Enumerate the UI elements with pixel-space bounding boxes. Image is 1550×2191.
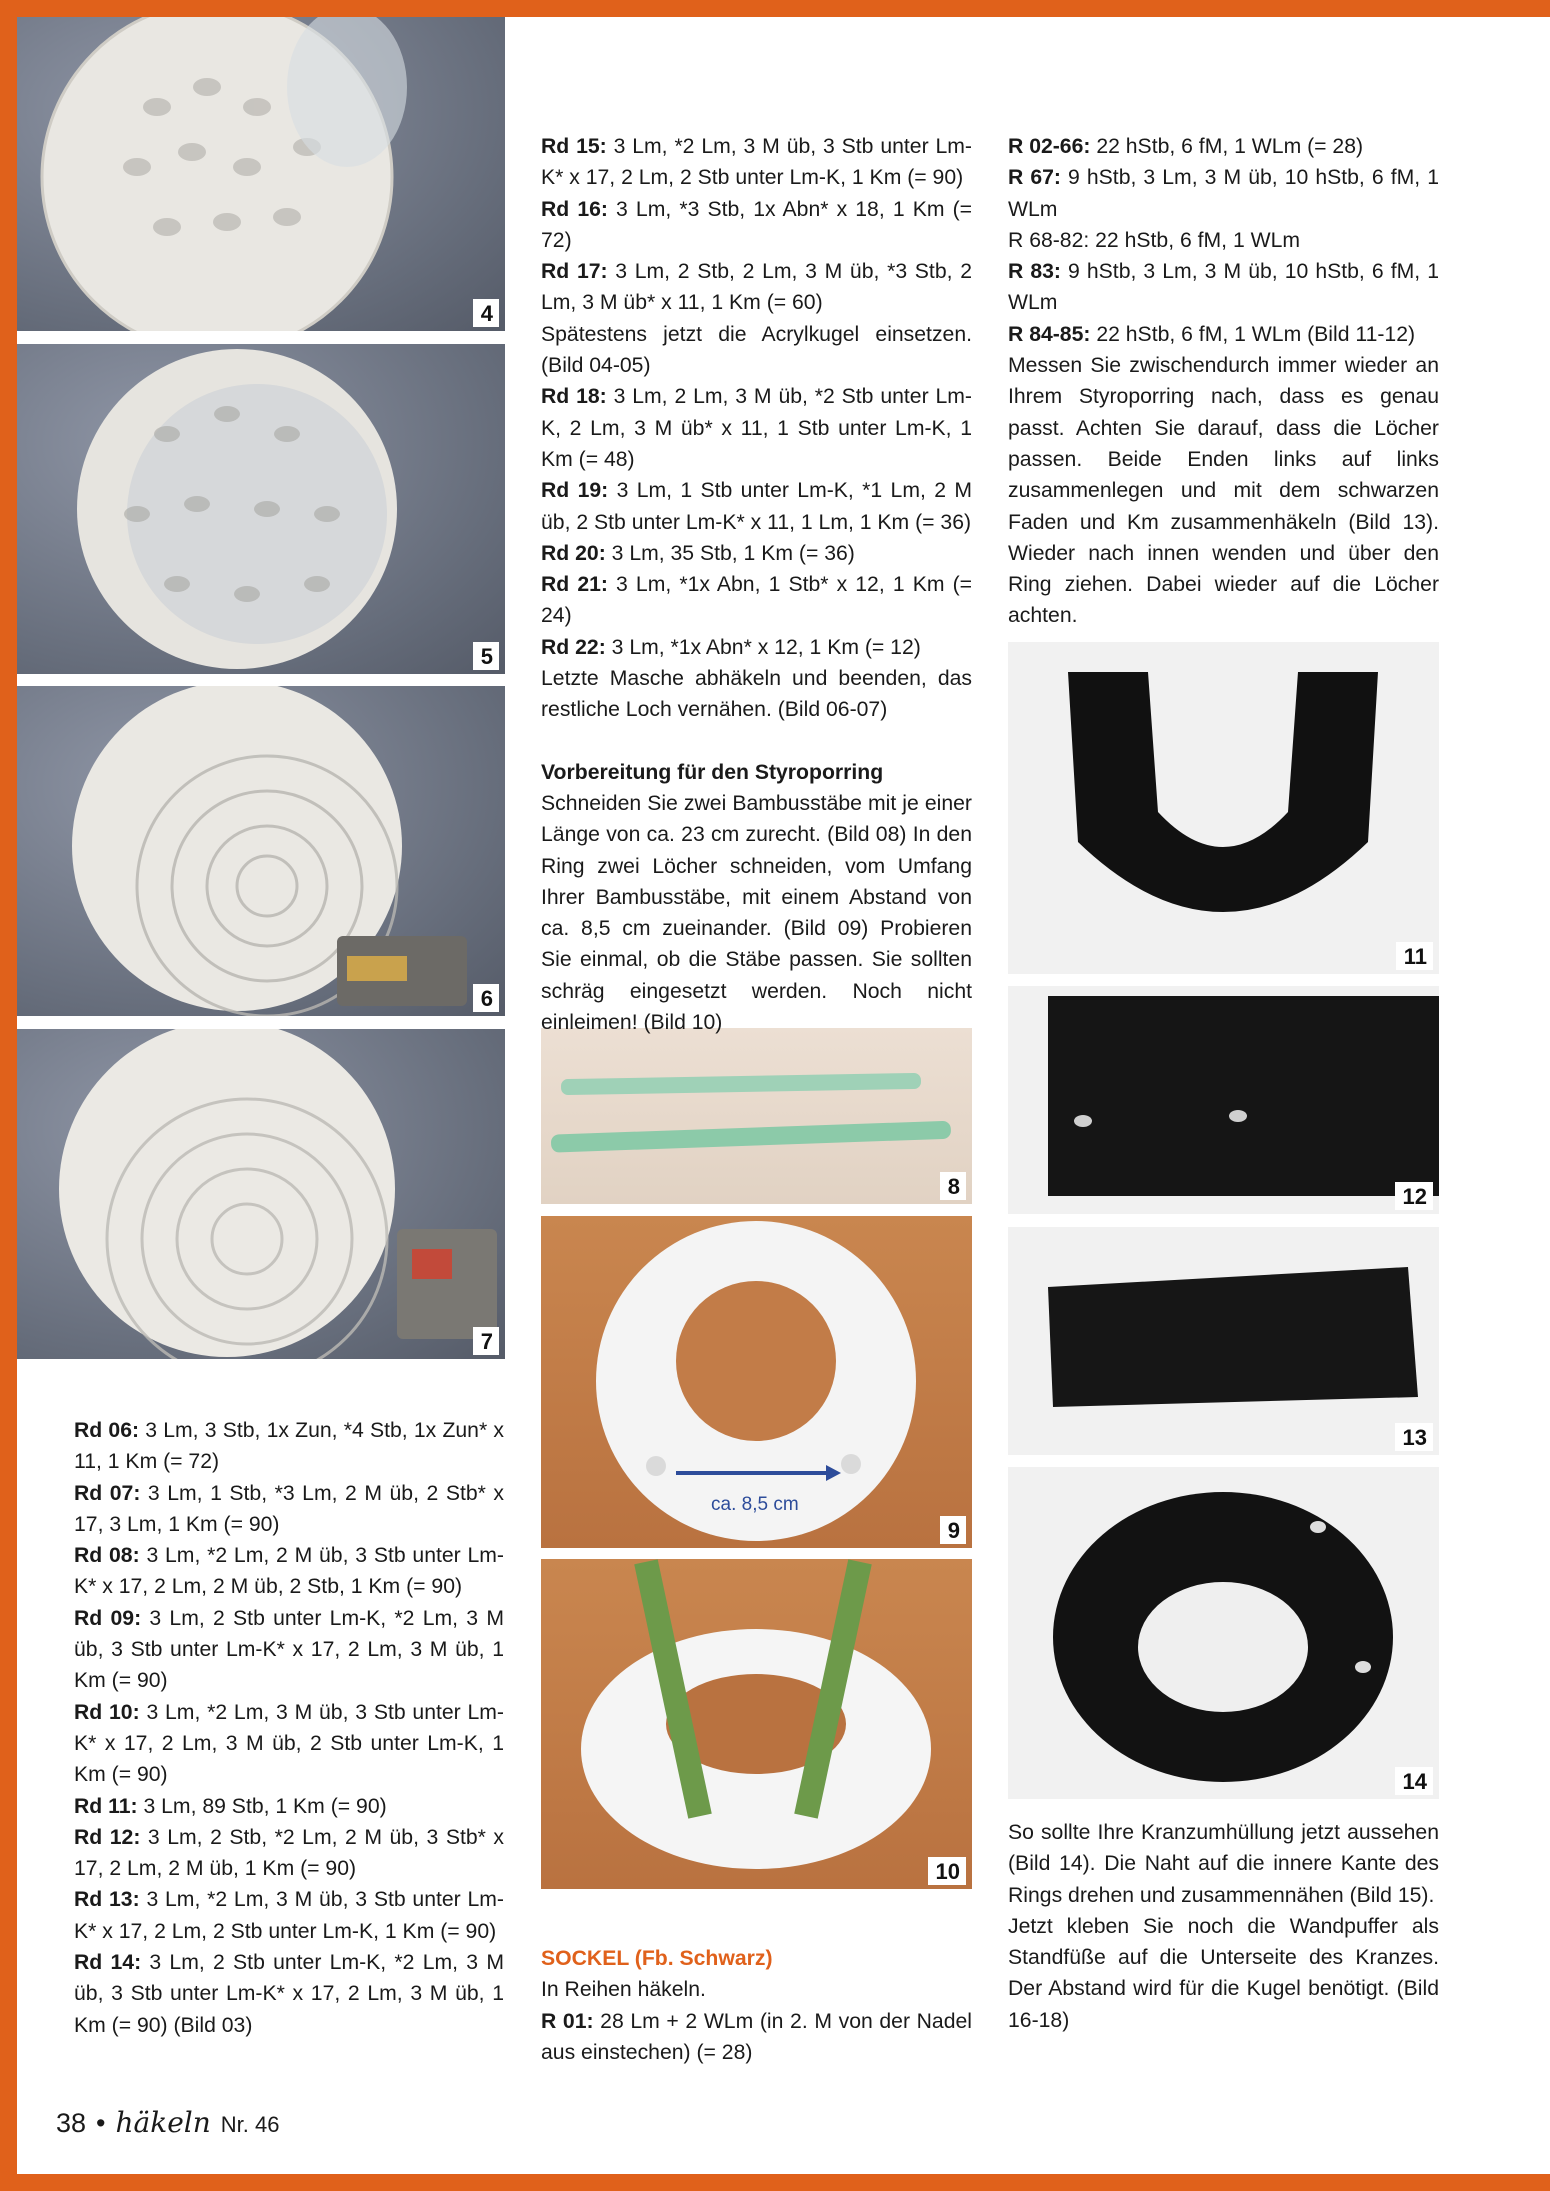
note: Letzte Masche abhäkeln und beenden, das restliche Loch vernähen. (Bild 06-07) bbox=[541, 667, 972, 722]
photo-9 bbox=[541, 1216, 972, 1548]
page-number: 38 bbox=[56, 2108, 87, 2138]
instruction-row: Rd 11: 3 Lm, 89 Stb, 1 Km (= 90) bbox=[74, 1794, 387, 1818]
column-2-text-top bbox=[541, 131, 972, 1038]
instruction-row: R 83: 9 hStb, 3 Lm, 3 M üb, 10 hStb, 6 fM, 1 WLm bbox=[1008, 260, 1439, 315]
note: Spätestens jetzt die Acrylkugel einsetzen. (Bild 04-05) bbox=[541, 322, 972, 378]
instruction-row: Rd 07: 3 Lm, 1 Stb, *3 Lm, 2 M üb, 2 Stb* x 17, 3 Lm, 1 Km (= 90) bbox=[74, 1481, 504, 1536]
photo-7 bbox=[17, 1029, 505, 1359]
instruction-row: R 02-66: 22 hStb, 6 fM, 1 WLm (= 28) bbox=[1008, 135, 1364, 158]
crochet-ball-image bbox=[17, 686, 505, 1016]
photo-4 bbox=[17, 17, 505, 331]
instruction-row: R 68-82: 22 hStb, 6 fM, 1 WLm bbox=[1008, 228, 1301, 252]
instruction-row: Rd 16: 3 Lm, *3 Stb, 1x Abn* x 18, 1 Km (= 72) bbox=[541, 197, 972, 252]
section-heading: Vorbereitung für den Styroporring bbox=[541, 760, 884, 784]
instruction-row: Rd 14: 3 Lm, 2 Stb unter Lm-K, *2 Lm, 3 M üb, 3 Stb unter Lm-K* x 17, 2 Lm, 3 M üb, 1 Km (= 90) (Bild 03) bbox=[74, 1951, 504, 2037]
bamboo-sticks-image bbox=[541, 1028, 972, 1204]
issue-number: Nr. 46 bbox=[220, 2112, 280, 2137]
black-crochet-piece-image bbox=[1008, 642, 1439, 974]
instruction-row: Rd 13: 3 Lm, *2 Lm, 3 M üb, 3 Stb unter Lm-K* x 17, 2 Lm, 2 Stb unter Lm-K, 1 Km (= 90) bbox=[74, 1888, 504, 1943]
photo-11 bbox=[1008, 642, 1439, 974]
photo-10 bbox=[541, 1559, 972, 1889]
photo-number: 4 bbox=[473, 299, 499, 327]
photo-number: 8 bbox=[940, 1172, 966, 1200]
instruction-row: Rd 06: 3 Lm, 3 Stb, 1x Zun, *4 Stb, 1x Zun* x 11, 1 Km (= 72) bbox=[74, 1419, 504, 1474]
column-2-text-bottom bbox=[541, 1943, 972, 2068]
instruction-row: Rd 20: 3 Lm, 35 Stb, 1 Km (= 36) bbox=[541, 541, 855, 565]
photo-number: 10 bbox=[928, 1857, 966, 1885]
photo-number: 14 bbox=[1395, 1767, 1433, 1795]
column-3-text-bottom bbox=[1008, 1817, 1439, 2036]
photo-13 bbox=[1008, 1227, 1439, 1455]
photo-12 bbox=[1008, 986, 1439, 1214]
paragraph: Messen Sie zwischendurch immer wieder an Ihrem Styroporring nach, dass es genau passt. Achten Sie darauf, dass die Löcher passen. Beide Enden links auf links zusammenlegen und mit dem schwarzen Faden und Km zusammenhäkeln (Bild 13). Wieder nach innen wenden und über den Ring ziehen. Dabei wieder auf die Löcher achten. bbox=[1008, 354, 1439, 628]
instruction-row: Rd 17: 3 Lm, 2 Stb, 2 Lm, 3 M üb, *3 Stb, 2 Lm, 3 M üb* x 11, 1 Km (= 60) bbox=[541, 260, 972, 315]
measurement-label: ca. 8,5 cm bbox=[711, 1494, 799, 1515]
instruction-row: Rd 09: 3 Lm, 2 Stb unter Lm-K, *2 Lm, 3 M üb, 3 Stb unter Lm-K* x 17, 2 Lm, 3 M üb, 1 Km (= 90) bbox=[74, 1606, 504, 1693]
photo-number: 11 bbox=[1396, 942, 1433, 970]
photo-number: 12 bbox=[1395, 1182, 1433, 1210]
instruction-row: Rd 21: 3 Lm, *1x Abn, 1 Stb* x 12, 1 Km (= 24) bbox=[541, 573, 972, 628]
instruction-row: Rd 19: 3 Lm, 1 Stb unter Lm-K, *1 Lm, 2 M üb, 2 Stb unter Lm-K* x 11, 1 Lm, 1 Km (= 36) bbox=[541, 479, 972, 534]
crochet-ball-image bbox=[17, 17, 505, 331]
photo-number: 5 bbox=[473, 642, 499, 670]
instruction-row: Rd 18: 3 Lm, 2 Lm, 3 M üb, *2 Stb unter Lm-K, 2 Lm, 3 M üb* x 11, 1 Stb unter Lm-K, 1 Km (= 48) bbox=[541, 385, 972, 471]
magazine-name: häkeln bbox=[115, 2106, 211, 2139]
photo-8 bbox=[541, 1028, 972, 1204]
photo-14 bbox=[1008, 1467, 1439, 1799]
section-heading: SOCKEL (Fb. Schwarz) bbox=[541, 1947, 773, 1970]
paragraph: Jetzt kleben Sie noch die Wandpuffer als Standfüße auf die Unterseite des Kranzes. Der Abstand wird für die Kugel benötigt. (Bild 16-18) bbox=[1008, 1914, 1439, 2032]
paragraph: So sollte Ihre Kranzumhüllung jetzt aussehen (Bild 14). Die Naht auf die innere Kante des Rings drehen und zusammennähen (Bild 15). bbox=[1008, 1821, 1439, 1907]
photo-number: 7 bbox=[473, 1327, 499, 1355]
photo-number: 13 bbox=[1395, 1423, 1433, 1451]
crochet-ball-acrylic-image bbox=[17, 344, 505, 674]
black-crochet-strip-image bbox=[1008, 986, 1439, 1214]
footer-bullet: • bbox=[96, 2108, 106, 2138]
photo-number: 6 bbox=[473, 984, 499, 1012]
instruction-row: Rd 10: 3 Lm, *2 Lm, 3 M üb, 3 Stb unter Lm-K* x 17, 2 Lm, 3 M üb, 2 Stb unter Lm-K, 1 Km (= 90) bbox=[74, 1700, 504, 1787]
instruction-row: Rd 15: 3 Lm, *2 Lm, 3 M üb, 3 Stb unter Lm-K* x 17, 2 Lm, 2 Stb unter Lm-K, 1 Km (= 90) bbox=[541, 135, 972, 190]
paragraph: In Reihen häkeln. bbox=[541, 1978, 706, 2002]
instruction-row: R 84-85: 22 hStb, 6 fM, 1 WLm (Bild 11-12) bbox=[1008, 322, 1416, 346]
column-3-text-top bbox=[1008, 131, 1439, 632]
instruction-row: Rd 08: 3 Lm, *2 Lm, 2 M üb, 3 Stb unter Lm-K* x 17, 2 Lm, 2 M üb, 2 Stb, 1 Km (= 90) bbox=[74, 1544, 504, 1599]
instruction-row: R 67: 9 hStb, 3 Lm, 3 M üb, 10 hStb, 6 fM, 1 WLm bbox=[1008, 166, 1439, 221]
styrofoam-ring-image bbox=[541, 1216, 972, 1548]
covered-ring-image bbox=[1008, 1467, 1439, 1799]
black-crochet-joined-image bbox=[1008, 1227, 1439, 1455]
page-footer bbox=[56, 2106, 279, 2139]
instruction-row: Rd 22: 3 Lm, *1x Abn* x 12, 1 Km (= 12) bbox=[541, 635, 921, 659]
column-1-text bbox=[74, 1415, 504, 2041]
paragraph: Schneiden Sie zwei Bambusstäbe mit je einer Länge von ca. 23 cm zurecht. (Bild 08) In den Ring zwei Löcher schneiden, vom Umfang Ihrer Bambusstäbe, mit einem Abstand von ca. 8,5 cm zueinander. (Bild 09) Probieren Sie einmal, ob die Stäbe passen. Sie sollten schräg eingesetzt werden. Noch nicht einleimen! (Bild 10) bbox=[541, 791, 972, 1035]
ring-with-sticks-image bbox=[541, 1559, 972, 1889]
photo-6 bbox=[17, 686, 505, 1016]
crochet-ball-image bbox=[17, 1029, 505, 1359]
instruction-row: R 01: 28 Lm + 2 WLm (in 2. M von der Nadel aus einstechen) (= 28) bbox=[541, 2009, 972, 2064]
photo-5 bbox=[17, 344, 505, 674]
photo-number: 9 bbox=[940, 1516, 966, 1544]
instruction-row: Rd 12: 3 Lm, 2 Stb, *2 Lm, 2 M üb, 3 Stb* x 17, 2 Lm, 2 M üb, 1 Km (= 90) bbox=[74, 1825, 504, 1881]
